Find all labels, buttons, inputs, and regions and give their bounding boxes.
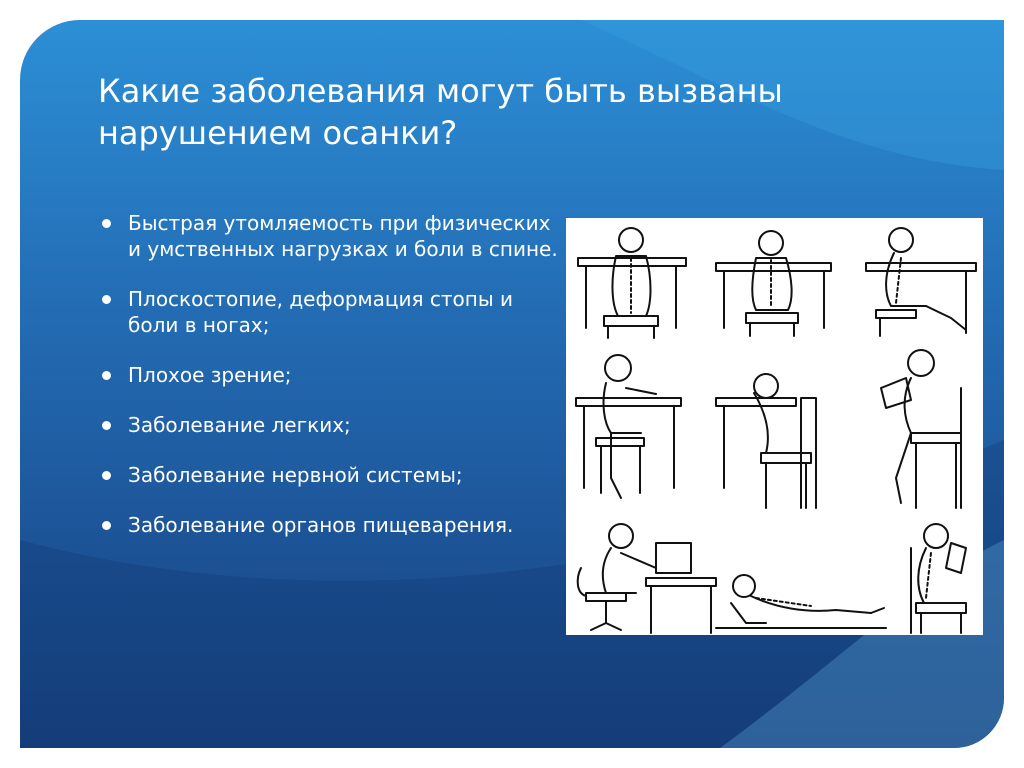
bullet-item — [100, 512, 560, 538]
bullet-text: Заболевание органов пищеварения. — [128, 513, 514, 537]
figure-writing-desk — [576, 355, 681, 498]
figure-reading-chair — [881, 350, 961, 508]
figure-lying-floor — [716, 575, 886, 628]
bullet-item — [100, 286, 560, 338]
slide-title: Какие заболевания могут быть вызваны нарушением осанки? — [98, 72, 783, 152]
bullet-text: Плохое зрение; — [128, 363, 292, 387]
bullet-icon — [102, 521, 111, 530]
bullet-list — [100, 210, 560, 562]
figure-reading-side — [911, 524, 966, 633]
bullet-icon — [102, 421, 111, 430]
bullet-icon — [102, 471, 111, 480]
posture-line-art — [566, 218, 983, 635]
presentation-slide — [20, 20, 1004, 748]
figure-desk-side-1 — [866, 228, 976, 336]
bullet-icon — [102, 219, 111, 228]
bullet-icon — [102, 371, 111, 380]
figure-desk-back-1 — [578, 228, 686, 338]
bullet-text: Плоскостопие, деформация стопы и боли в ногах; — [128, 287, 513, 337]
figure-computer-desk — [578, 524, 716, 633]
bullet-item — [100, 412, 560, 438]
figure-desk-back-2 — [716, 231, 831, 336]
bullet-icon — [102, 295, 111, 304]
figure-slumped-chair — [716, 374, 816, 508]
bullet-item — [100, 462, 560, 488]
bullet-text: Быстрая утомляемость при физических и умственных нагрузках и боли в спине. — [128, 211, 558, 261]
bullet-item — [100, 362, 560, 388]
bullet-item — [100, 210, 560, 262]
bullet-text: Заболевание легких; — [128, 413, 351, 437]
posture-illustration — [566, 218, 983, 635]
bullet-text: Заболевание нервной системы; — [128, 463, 463, 487]
